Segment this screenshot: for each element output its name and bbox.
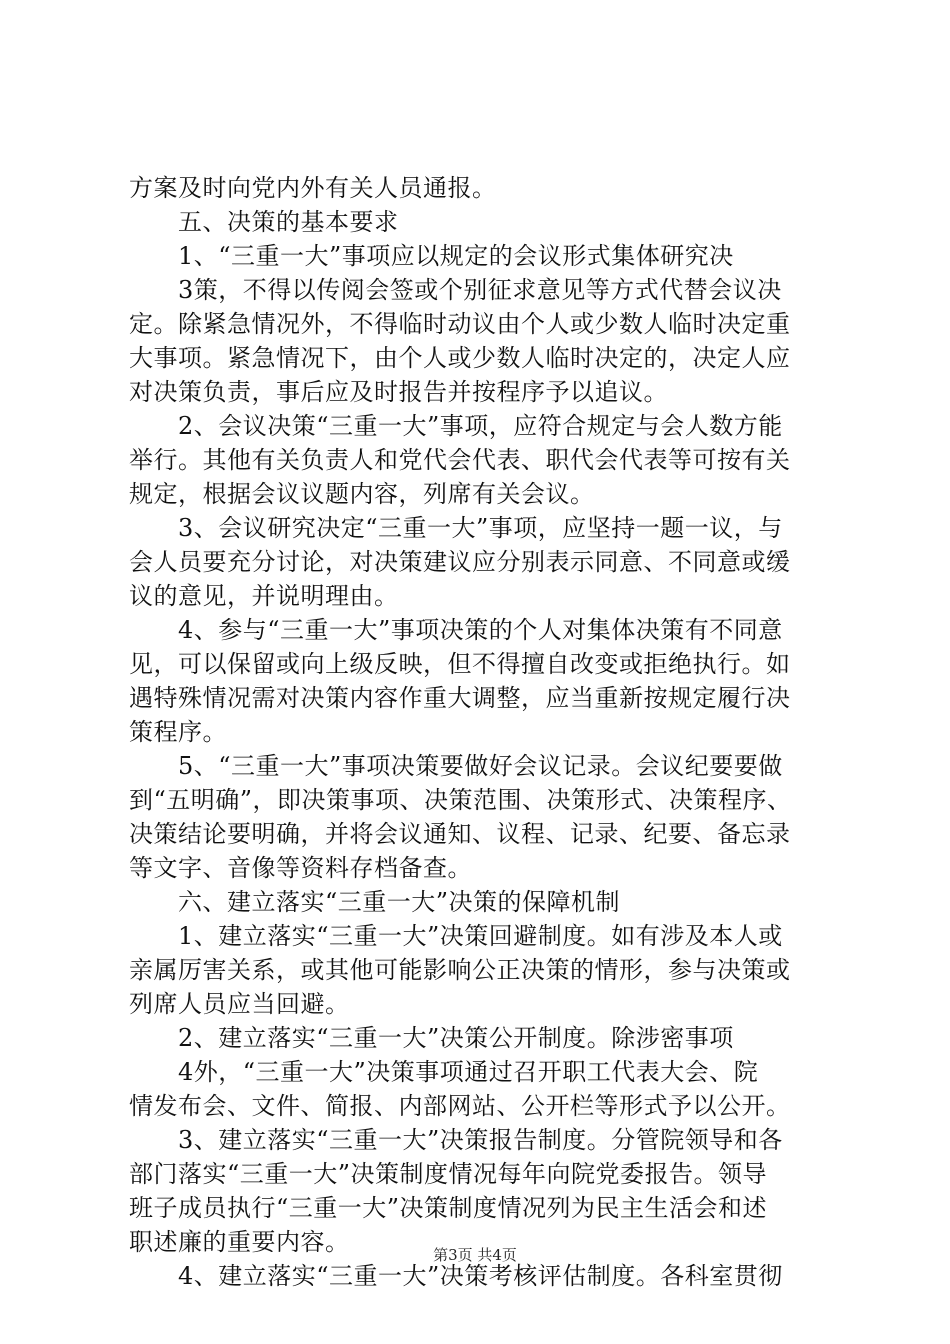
text-line: 大事项。紧急情况下，由个人或少数人临时决定的，决定人应 (129, 344, 791, 372)
text-line: 举行。其他有关负责人和党代会代表、职代会代表等可按有关 (129, 446, 791, 474)
text-line: 亲属厉害关系，或其他可能影响公正决策的情形，参与决策或 (129, 956, 791, 984)
text-line: 方案及时向党内外有关人员通报。 (129, 174, 497, 202)
text-line: 遇特殊情况需对决策内容作重大调整，应当重新按规定履行决 (129, 684, 791, 712)
page-footer: 第3页 共4页 (433, 1246, 517, 1264)
text-line: 对决策负责，事后应及时报告并按程序予以追议。 (129, 378, 668, 406)
text-line: 策程序。 (129, 718, 227, 746)
text-line: 5、“三重一大”事项决策要做好会议记录。会议纪要要做 (129, 752, 783, 780)
text-line: 五、决策的基本要求 (129, 208, 399, 236)
text-line: 班子成员执行“三重一大”决策制度情况列为民主生活会和述 (129, 1194, 768, 1222)
text-line: 部门落实“三重一大”决策制度情况每年向院党委报告。领导 (129, 1160, 768, 1188)
text-line: 2、建立落实“三重一大”决策公开制度。除涉密事项 (129, 1024, 734, 1052)
text-line: 3策，不得以传阅会签或个别征求意见等方式代替会议决 (129, 276, 782, 304)
text-line: 4、建立落实“三重一大”决策考核评估制度。各科室贯彻 (129, 1262, 783, 1290)
text-line: 六、建立落实“三重一大”决策的保障机制 (129, 888, 621, 916)
text-line: 情发布会、文件、简报、内部网站、公开栏等形式予以公开。 (129, 1092, 791, 1120)
text-line: 2、会议决策“三重一大”事项，应符合规定与会人数方能 (129, 412, 783, 440)
text-line: 见，可以保留或向上级反映，但不得擅自改变或拒绝执行。如 (129, 650, 791, 678)
text-line: 会人员要充分讨论，对决策建议应分别表示同意、不同意或缓 (129, 548, 791, 576)
text-line: 议的意见，并说明理由。 (129, 582, 399, 610)
text-line: 决策结论要明确，并将会议通知、议程、记录、纪要、备忘录 (129, 820, 791, 848)
text-line: 职述廉的重要内容。 (129, 1228, 350, 1256)
text-line: 等文字、音像等资料存档备查。 (129, 854, 472, 882)
text-line: 4外，“三重一大”决策事项通过召开职工代表大会、院 (129, 1058, 759, 1086)
text-line: 1、“三重一大”事项应以规定的会议形式集体研究决 (129, 242, 734, 270)
text-line: 1、建立落实“三重一大”决策回避制度。如有涉及本人或 (129, 922, 783, 950)
text-line: 定。除紧急情况外，不得临时动议由个人或少数人临时决定重 (129, 310, 791, 338)
text-line: 到“五明确”，即决策事项、决策范围、决策形式、决策程序、 (129, 786, 792, 814)
text-line: 规定，根据会议议题内容，列席有关会议。 (129, 480, 595, 508)
text-line: 3、会议研究决定“三重一大”事项，应坚持一题一议，与 (129, 514, 783, 542)
document-body (129, 171, 834, 1293)
text-line: 4、参与“三重一大”事项决策的个人对集体决策有不同意 (129, 616, 783, 644)
text-line: 3、建立落实“三重一大”决策报告制度。分管院领导和各 (129, 1126, 783, 1154)
text-line: 列席人员应当回避。 (129, 990, 350, 1018)
